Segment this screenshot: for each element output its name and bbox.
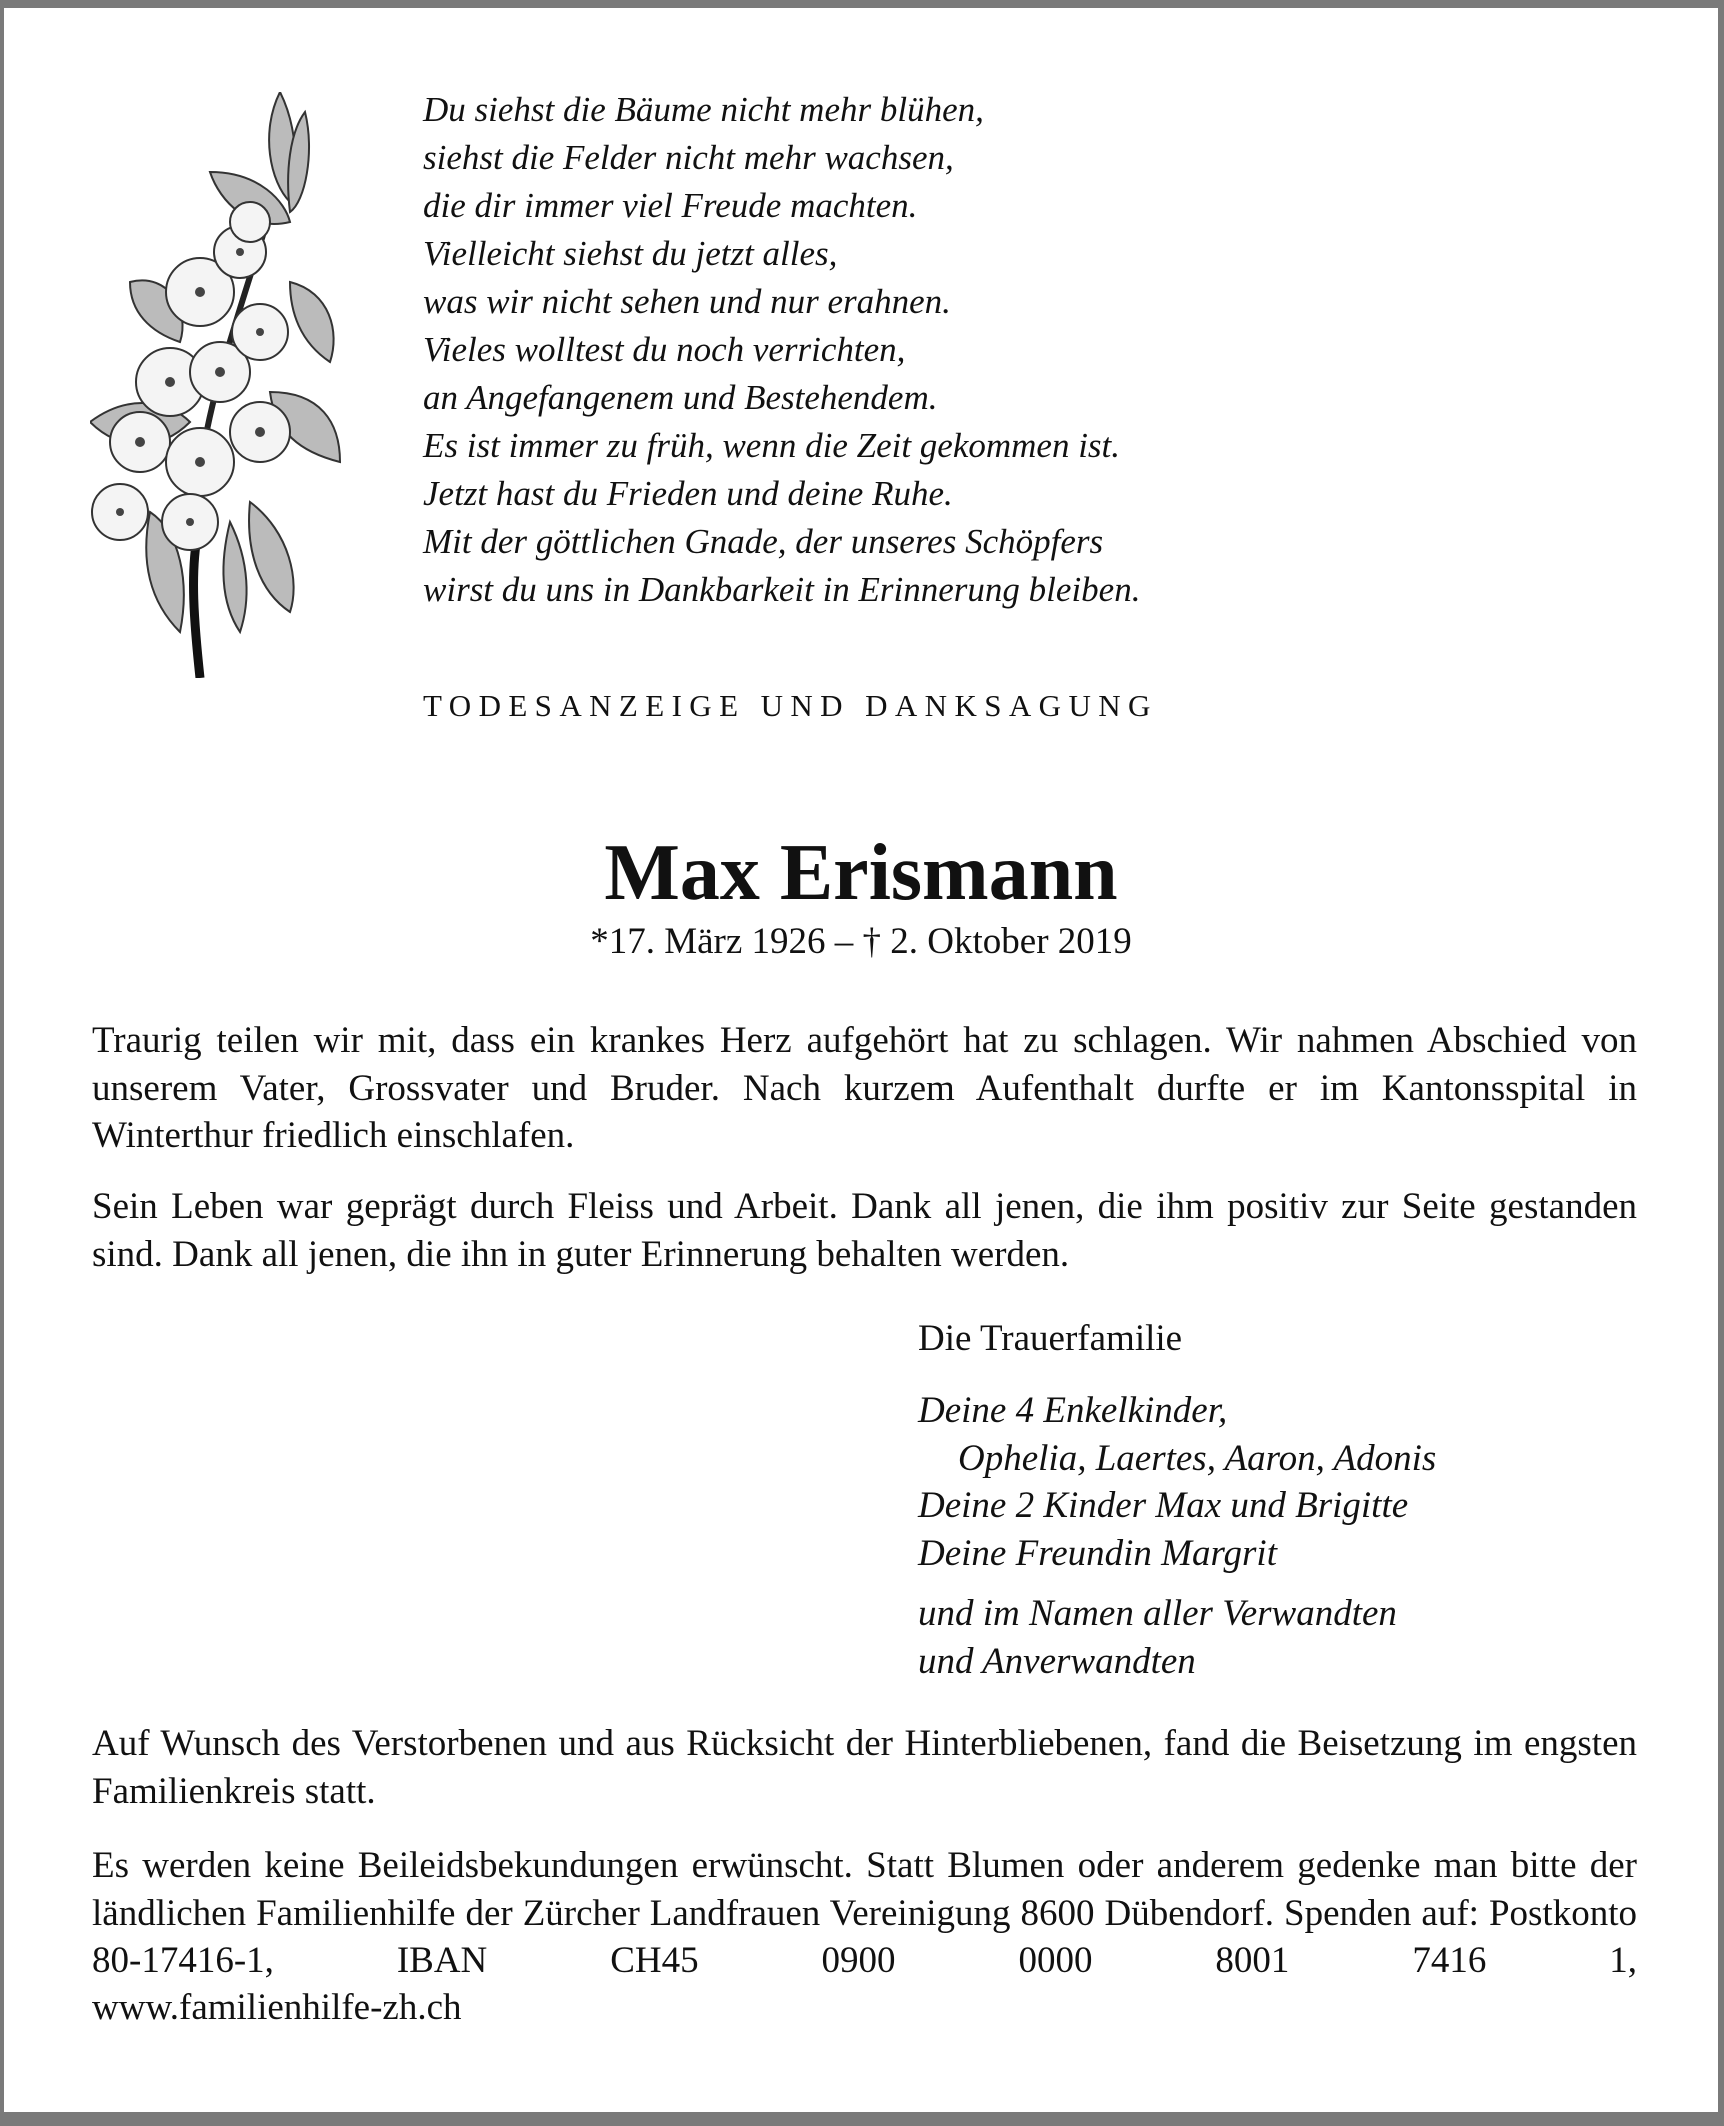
announcement-paragraph: Traurig teilen wir mit, dass ein krankes Herz aufgehört hat zu schlagen. Wir nahmen Abschied von unserem Vater, Grossvater und Bruder. Nach kurzem Aufenthalt durfte er im Kantonsspital in Winterthur friedlich einschlafen. xyxy=(92,1020,1637,1156)
poem-line: Vieles wolltest du noch verrichten, xyxy=(423,330,906,369)
signature-family xyxy=(918,1387,1436,1577)
poem-line: Es ist immer zu früh, wenn die Zeit gekommen ist. xyxy=(423,426,1121,465)
family-line: Deine Freundin Margrit xyxy=(918,1532,1277,1574)
life-paragraph: Sein Leben war geprägt durch Fleiss und Arbeit. Dank all jenen, die ihm positiv zur Seite gestanden sind. Dank all jenen, die ihn in guter Erinnerung behalten werden. xyxy=(92,1186,1637,1275)
poem-line: siehst die Felder nicht mehr wachsen, xyxy=(423,138,954,177)
family-line: Ophelia, Laertes, Aaron, Adonis xyxy=(958,1437,1437,1479)
poem-line: Jetzt hast du Frieden und deine Ruhe. xyxy=(423,474,953,513)
family-line: Deine 4 Enkelkinder, xyxy=(918,1390,1228,1431)
poem xyxy=(423,86,1140,614)
relatives-line: und Anverwandten xyxy=(918,1640,1196,1682)
signature-relatives xyxy=(918,1590,1397,1685)
life-dates: *17. März 1926 – † 2. Oktober 2019 xyxy=(590,921,1132,962)
poem-line: an Angefangenem und Bestehendem. xyxy=(423,378,938,417)
poem-line: was wir nicht sehen und nur erahnen. xyxy=(423,282,951,321)
deceased-name: Max Erismann xyxy=(604,829,1118,917)
obituary-page xyxy=(4,8,1718,2112)
notice-heading: TODESANZEIGE UND DANKSAGUNG xyxy=(423,688,1158,723)
poem-line: Du siehst die Bäume nicht mehr blühen, xyxy=(423,90,984,129)
website-link[interactable]: www.familienhilfe-zh.ch xyxy=(92,1987,462,2028)
relatives-line: und im Namen aller Verwandten xyxy=(918,1593,1397,1634)
family-line: Deine 2 Kinder Max und Brigitte xyxy=(918,1485,1409,1526)
poem-line: Mit der göttlichen Gnade, der unseres Schöpfers xyxy=(423,522,1104,561)
poem-line: Vielleicht siehst du jetzt alles, xyxy=(423,234,838,273)
blossom-branch-illustration xyxy=(90,92,350,678)
signature-title: Die Trauerfamilie xyxy=(918,1318,1183,1359)
poem-line: wirst du uns in Dankbarkeit in Erinnerung bleiben. xyxy=(423,570,1141,609)
burial-paragraph: Auf Wunsch des Verstorbenen und aus Rücksicht der Hinterbliebenen, fand die Beisetzung im engsten Familienkreis statt. xyxy=(92,1723,1637,1812)
poem-line: die dir immer viel Freude machten. xyxy=(423,186,918,225)
donation-paragraph: Es werden keine Beileidsbekundungen erwünscht. Statt Blumen oder anderem gedenke man bitte der ländlichen Familienhilfe der Zürcher Landfrauen Vereinigung 8600 Dübendorf. Spenden auf: Postkonto 80-17416-1, IBAN CH45 0900 0000 8001 7416 1, xyxy=(92,1845,1637,1981)
